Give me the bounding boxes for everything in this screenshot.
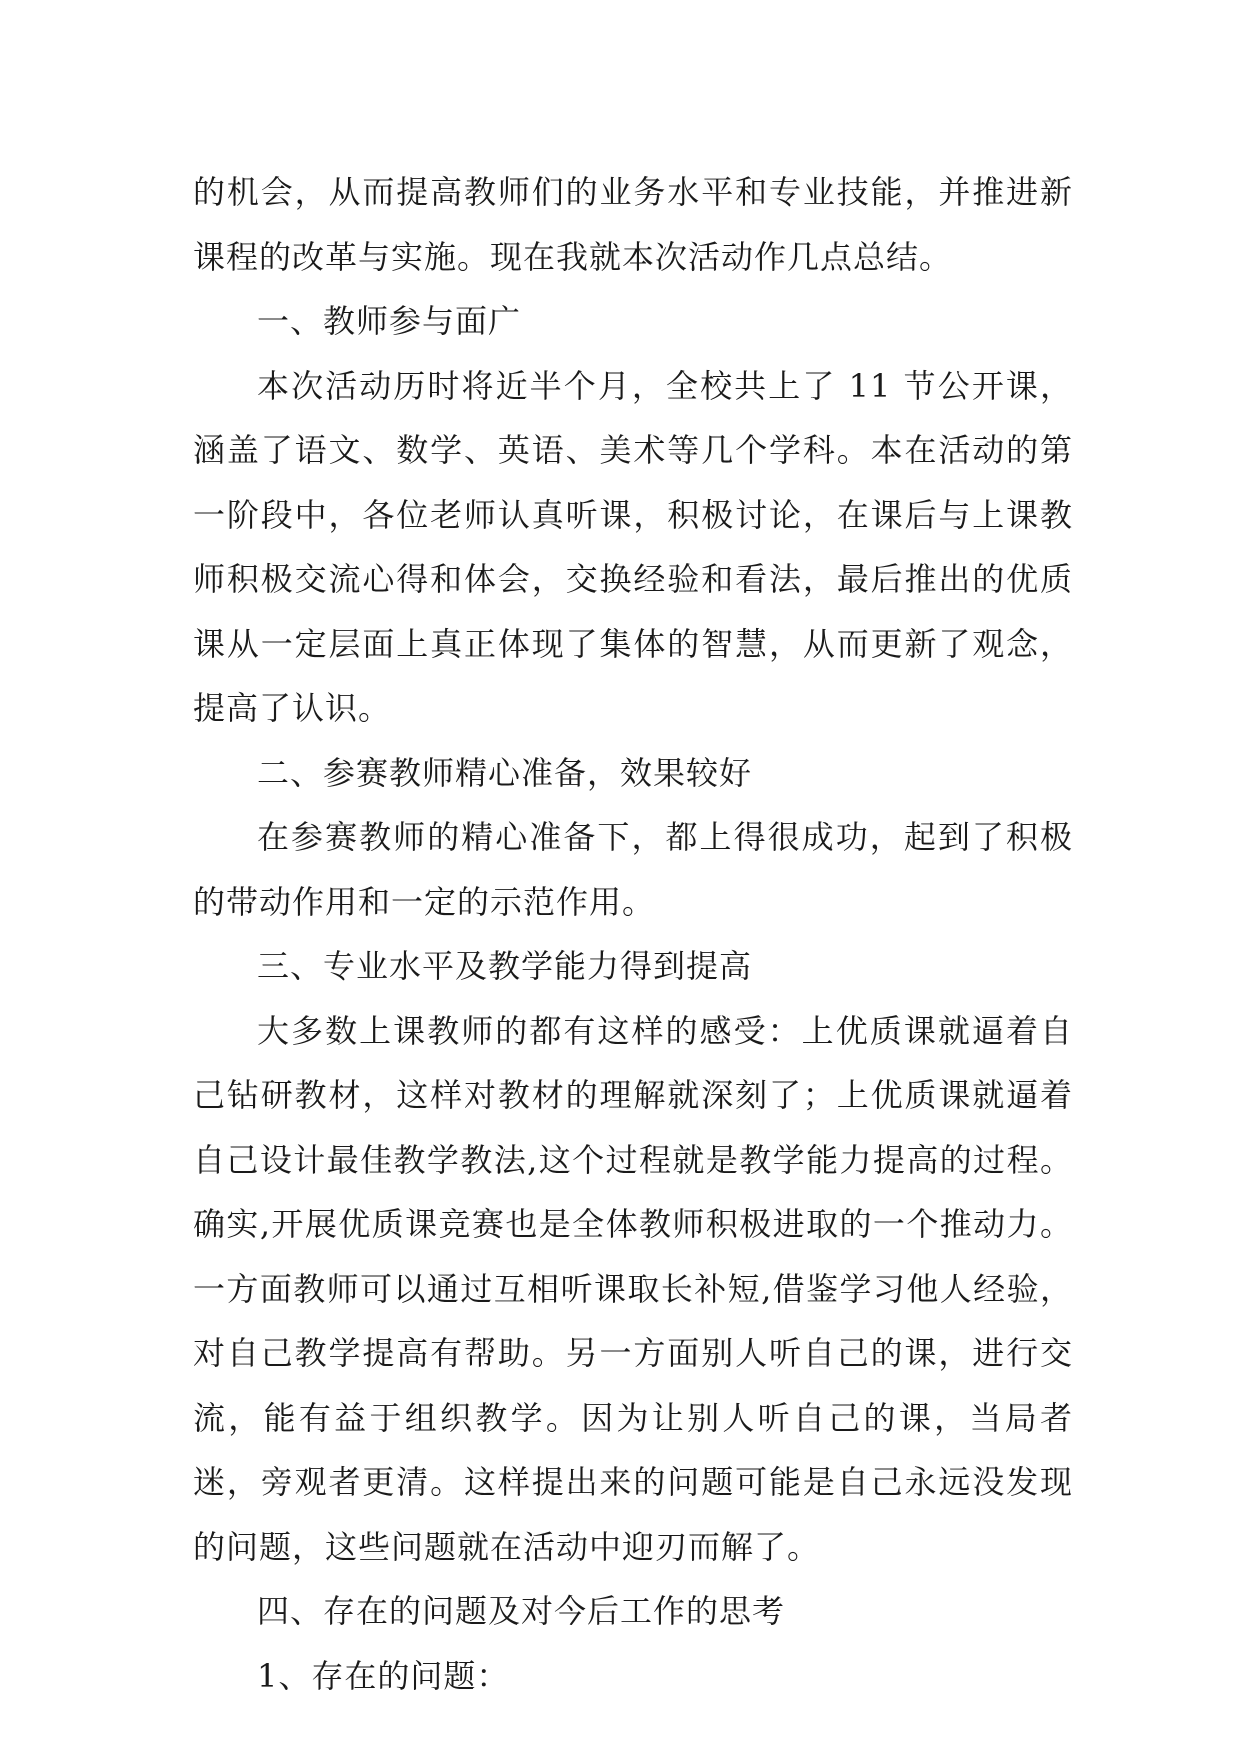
section-heading-1: 一、教师参与面广 bbox=[257, 302, 522, 340]
section-heading-3: 三、专业水平及教学能力得到提高 bbox=[257, 947, 753, 985]
paragraph-intro-continuation: 的机会，从而提高教师们的业务水平和专业技能，并推进新课程的改革与实施。现在我就本次活动作几点总结。 bbox=[193, 173, 1073, 276]
section-heading-2: 二、参赛教师精心准备，效果较好 bbox=[257, 753, 753, 792]
document-body bbox=[193, 160, 1073, 1708]
paragraph-section-3: 大多数上课教师的都有这样的感受：上优质课就逼着自己钻研教材，这样对教材的理解就深刻了；上优质课就逼着自己设计最佳教学教法,这个过程就是教学能力提高的过程。确实,开展优质课竞赛也是全体教师积极进取的一个推动力。一方面教师可以通过互相听课取长补短,借鉴学习他人经验，对自己教学提高有帮助。另一方面别人听自己的课，进行交流，能有益于组织教学。因为让别人听自己的课，当局者迷，旁观者更清。这样提出来的问题可能是自己永远没发现的问题，这些问题就在活动中迎刃而解了。 bbox=[193, 1011, 1073, 1566]
subsection-heading-4-1: 1、存在的问题： bbox=[257, 1656, 510, 1695]
paragraph-section-2: 在参赛教师的精心准备下，都上得很成功，起到了积极的带动作用和一定的示范作用。 bbox=[193, 818, 1073, 921]
paragraph-section-1: 本次活动历时将近半个月，全校共上了 11 节公开课，涵盖了语文、数学、英语、美术等几个学科。本在活动的第一阶段中，各位老师认真听课，积极讨论，在课后与上课教师积极交流心得和体会，交换经验和看法，最后推出的优质课从一定层面上真正体现了集体的智慧，从而更新了观念，提高了认识。 bbox=[193, 366, 1073, 727]
section-heading-4: 四、存在的问题及对今后工作的思考 bbox=[257, 1592, 786, 1630]
